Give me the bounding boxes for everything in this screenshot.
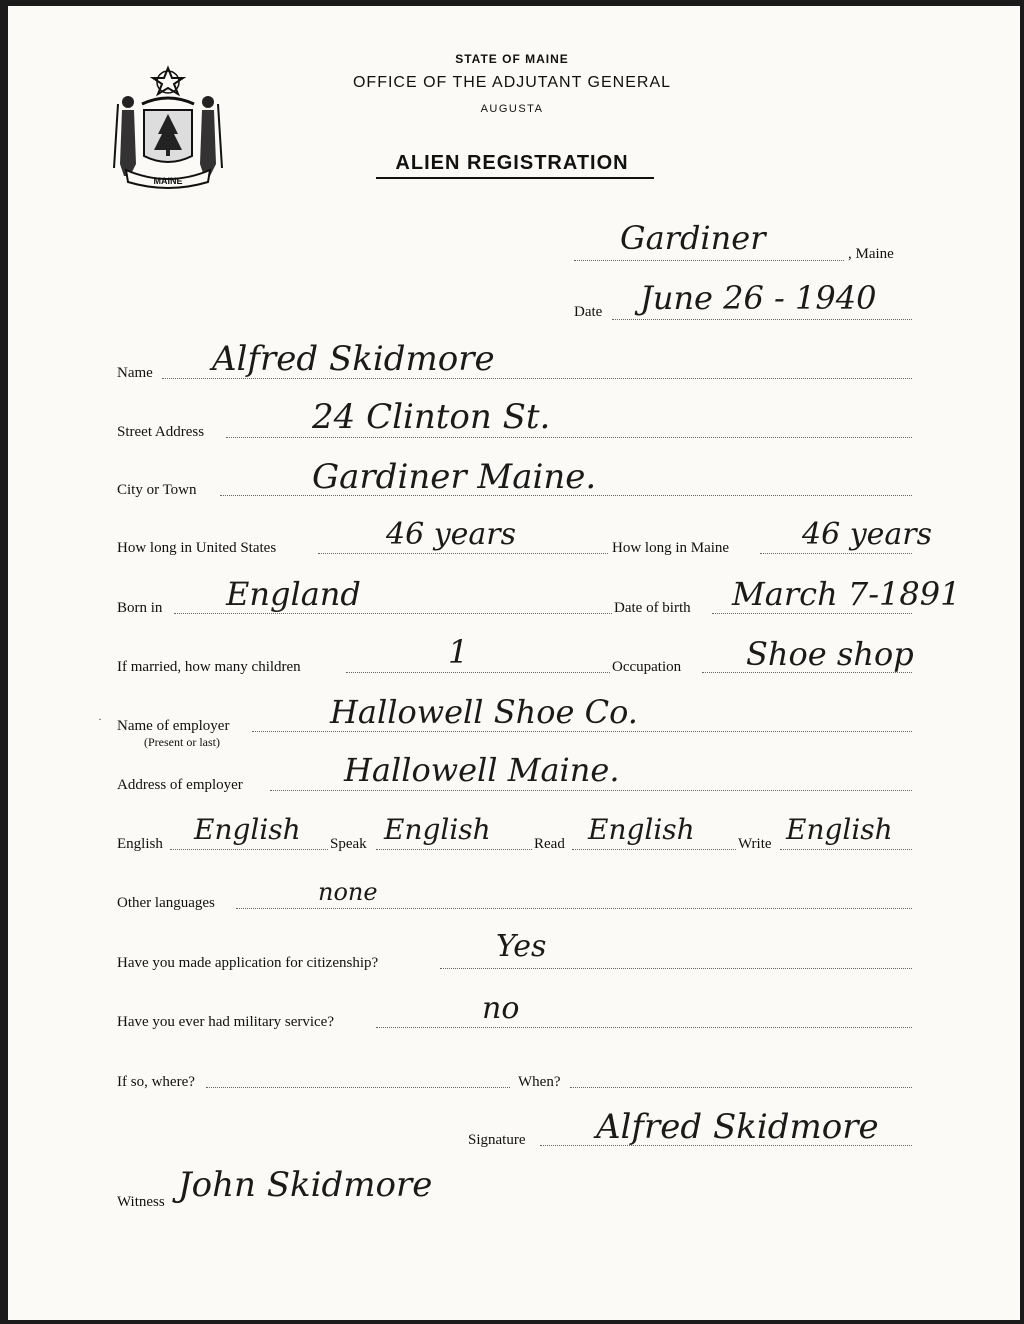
english-value: English [194,813,301,846]
military-value: no [482,991,520,1026]
employer-label: Name of employer [117,718,230,734]
children-line [346,672,610,673]
children-value: 1 [448,633,469,671]
header-state: STATE OF MAINE [455,52,569,66]
born-in-line [174,613,612,614]
street-address-value: 24 Clinton St. [312,397,551,437]
date-label: Date [574,304,603,320]
speak-line [376,849,532,850]
date-of-birth-label: Date of birth [614,600,691,616]
date-value: June 26 - 1940 [640,279,877,317]
date-of-birth-line [712,613,912,614]
write-line [780,849,912,850]
name-label: Name [117,365,153,381]
when-line [570,1087,912,1088]
employer-address-label: Address of employer [117,777,243,793]
born-in-label: Born in [117,600,163,616]
other-languages-label: Other languages [117,895,215,911]
place-line [574,260,844,261]
title-underline [376,177,654,179]
citizenship-label: Have you made application for citizenship? [117,955,379,971]
witness-label: Witness [117,1194,165,1210]
street-address-line [226,437,912,438]
read-line [572,849,736,850]
military-line [376,1027,912,1028]
place-value: Gardiner [620,219,766,257]
maine-suffix-label: , Maine [848,246,894,262]
speak-value: English [384,813,491,846]
military-label: Have you ever had military service? [117,1014,334,1030]
margin-dot: · [98,712,102,726]
read-value: English [588,813,695,846]
header-office: OFFICE OF THE ADJUTANT GENERAL [352,74,672,91]
occupation-value: Shoe shop [746,635,914,673]
citizenship-value: Yes [496,929,547,964]
employer-address-value: Hallowell Maine. [344,751,620,789]
signature-label: Signature [468,1132,526,1148]
speak-label: Speak [330,836,367,852]
children-label: If married, how many children [117,659,301,675]
english-line [170,849,328,850]
date-of-birth-value: March 7-1891 [732,575,961,613]
how-long-maine-line [760,553,912,554]
witness-value: John Skidmore [178,1165,433,1205]
write-label: Write [738,836,772,852]
occupation-label: Occupation [612,659,682,675]
employer-value: Hallowell Shoe Co. [330,693,638,731]
signature-value: Alfred Skidmore [596,1107,879,1147]
city-label: City or Town [117,482,197,498]
when-label: When? [518,1074,561,1090]
if-so-where-line [206,1087,510,1088]
write-value: English [786,813,893,846]
how-long-us-line [318,553,608,554]
how-long-maine-value: 46 years [802,517,933,552]
english-label: English [117,836,163,852]
how-long-maine-label: How long in Maine [612,540,730,556]
seal-text: MAINE [153,176,183,186]
city-value: Gardiner Maine. [312,457,597,497]
date-line [612,319,912,320]
if-so-where-label: If so, where? [117,1074,195,1090]
form-title: ALIEN REGISTRATION [395,152,629,174]
how-long-us-label: How long in United States [117,540,277,556]
how-long-us-value: 46 years [386,517,517,552]
other-languages-value: none [318,878,378,906]
other-languages-line [236,908,912,909]
name-value: Alfred Skidmore [212,339,495,379]
street-address-label: Street Address [117,424,205,440]
employer-note: (Present or last) [144,735,220,749]
employer-address-line [270,790,912,791]
citizenship-line [440,968,912,969]
read-label: Read [534,836,565,852]
born-in-value: England [226,575,361,613]
employer-line [252,731,912,732]
header-city: AUGUSTA [480,103,544,115]
